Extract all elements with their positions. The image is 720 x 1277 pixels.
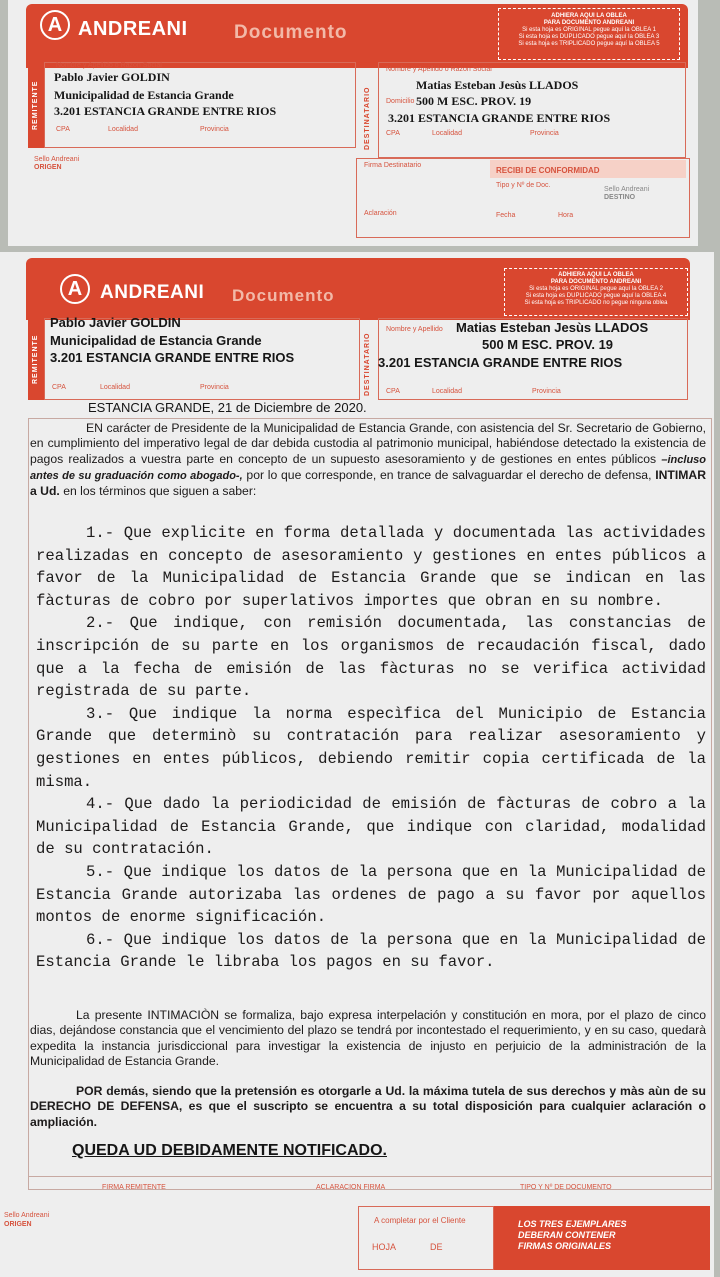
andreani-logo-icon: A <box>40 10 70 40</box>
recibi-conformidad-label: RECIBI DE CONFORMIDAD <box>496 166 600 175</box>
andreani-logo-icon: A <box>60 274 90 304</box>
list-item: 6.- Que indique los datos de la persona que en la Municipalidad de Estancia Grande le libraba los pagos en su favor. <box>36 930 706 972</box>
sello-destino-label: Sello Andreani <box>604 186 650 193</box>
completar-label: A completar por el Cliente <box>374 1216 466 1225</box>
localidad-label: Localidad <box>432 130 462 137</box>
list-item: 5.- Que indique los datos de la persona que en la Municipalidad de Estancia Grande autorizaba las ordenes de pago a su favor por aquellos montos de enorme significación. <box>36 862 706 927</box>
letter-intimacion <box>30 1008 706 1069</box>
intro-text: EN carácter de Presidente de la Municipalidad de Estancia Grande, con asistencia del Sr. Secretario de Gobierno, en cumplimiento del imperativo legal de dar debida custodia al patrimonio municipal, habiéndose detectado la existencia de pagos realizados a vuestra parte en concepto de un supuesto asesoramiento y de gestiones en entes públicos <box>30 421 706 466</box>
top-dest-name-label: Nombre y Apellido o Razon Social <box>386 66 492 73</box>
provincia-label: Provincia <box>200 126 229 133</box>
letter-date: ESTANCIA GRANDE, 21 de Diciembre de 2020. <box>88 400 367 415</box>
main-dest-address: 500 M ESC. PROV. 19 <box>482 337 614 352</box>
hora-label: Hora <box>558 212 574 219</box>
top-dest-name: Matias Esteban Jesùs LLADOS <box>416 78 579 92</box>
top-remitente-name: Pablo Javier GOLDIN <box>54 70 170 84</box>
provincia-label: Provincia <box>200 384 229 391</box>
oblea-line: ADHIERA AQUI LA OBLEA <box>558 272 634 278</box>
main-dest-city: 3.201 ESTANCIA GRANDE ENTRE RIOS <box>378 355 623 370</box>
top-doc-label: Documento <box>234 22 348 43</box>
top-remitente-address: Municipalidad de Estancia Grande <box>54 88 234 102</box>
main-form-header <box>26 258 690 320</box>
para7-a: La presente <box>76 1008 143 1022</box>
letter-items <box>36 522 706 974</box>
oblea-line: Si esta hoja es TRIPLICADO no pegue ninguna oblea <box>524 300 668 306</box>
cpa-label: CPA <box>386 130 400 137</box>
top-remitente-tab: REMITENTE <box>28 62 44 148</box>
oblea-line: PARA DOCUMENTO ANDREANI <box>550 279 642 285</box>
letter-closing: POR demás, siendo que la pretensión es otorgarle a Ud. la máxima tutela de sus derechos y màs aùn de su DERECHO DE DEFENSA, es que el suscripto se encuentra a su total disposición para cualquier aclaración o ampliación. <box>30 1084 706 1129</box>
main-dest-name: Matias Esteban Jesùs LLADOS <box>456 320 649 335</box>
top-form-header <box>26 4 688 68</box>
footer-sello-label: Sello Andreani <box>4 1212 50 1219</box>
domicilio-label: Domicilio <box>386 98 415 105</box>
main-brand: ANDREANI <box>100 282 205 303</box>
aclaracion-firma-label: ACLARACION FIRMA <box>316 1184 386 1191</box>
oblea-line: PARA DOCUMENTO ANDREANI <box>543 20 635 26</box>
top-origen-label: ORIGEN <box>34 164 62 171</box>
para7-c: se formaliza, bajo expresa interpelación y constitución en mora, por el plazo de cinco dias, dejándose constancia que el vencimiento del plazo se tendrá por incontestado el requerimiento, y en su caso, quedarà expedita la instancia jurisdiccional para investigar la existencia de injusto en perjuicio de la administración de la Municipalidad de Estancia Grande. <box>30 1008 707 1068</box>
intimar-text: INTIMAR a Ud. <box>30 467 707 499</box>
top-brand: ANDREANI <box>78 18 188 40</box>
localidad-label: Localidad <box>108 126 138 133</box>
firma-remitente-label: FIRMA REMITENTE <box>102 1184 166 1191</box>
tipo-documento-label: TIPO Y Nº DE DOCUMENTO <box>520 1184 612 1191</box>
main-remitente-tab: REMITENTE <box>28 318 44 400</box>
intro-italic: –incluso antes de su graduación como abogado-, <box>30 453 706 482</box>
top-dest-city: 3.201 ESTANCIA GRANDE ENTRE RIOS <box>388 111 611 125</box>
aclaracion-label: Aclaración <box>364 210 397 217</box>
destino-label: DESTINO <box>604 194 636 201</box>
firma-destinatario-label: Firma Destinatario <box>364 162 422 169</box>
localidad-label: Localidad <box>100 384 130 391</box>
oblea-line: ADHIERA AQUI LA OBLEA <box>551 13 627 19</box>
top-oblea-box <box>498 8 680 60</box>
top-name-label: Nombre y Apellido o Razon Social <box>56 62 162 69</box>
notice-line: DEBERAN CONTENER <box>518 1230 616 1240</box>
signature-line <box>28 1176 712 1177</box>
cpa-label: CPA <box>52 384 66 391</box>
top-sello-label: Sello Andreani <box>34 156 80 163</box>
oblea-line: Si esta hoja es ORIGINAL pegue aquí la OBLEA 2 <box>529 286 663 292</box>
top-destinatario-box <box>378 62 686 158</box>
para7-b: INTIMACIÒN <box>147 1008 220 1022</box>
main-doc-label: Documento <box>232 286 335 305</box>
oblea-line: Si esta hoja es DUPLICADO pegue aquí la OBLEA 4 <box>525 293 667 299</box>
oblea-line: Si esta hoja es DUPLICADO pegue aquí la OBLEA 3 <box>518 34 660 40</box>
list-item: 2.- Que indique, con remisión documentada, las constancias de inscripción de su parte en los organismos de recaudación fiscal, dado que a la fecha de emisión de las fàcturas no se verifica actividad registrada de su parte. <box>36 614 706 701</box>
footer-notice <box>518 1219 627 1252</box>
top-remitente-city: 3.201 ESTANCIA GRANDE ENTRE RIOS <box>54 104 277 118</box>
fecha-label: Fecha <box>496 212 516 219</box>
letter-intro <box>30 421 706 499</box>
main-remitente-city: 3.201 ESTANCIA GRANDE ENTRE RIOS <box>50 350 295 365</box>
intro-cont: por lo que corresponde, en trance de salvaguardar el derecho de defensa, <box>246 467 652 482</box>
main-dest-name-label: Nombre y Apellido <box>386 326 443 333</box>
localidad-label: Localidad <box>432 388 462 395</box>
cpa-label: CPA <box>56 126 70 133</box>
notified-line: QUEDA UD DEBIDAMENTE NOTIFICADO. <box>72 1142 387 1159</box>
main-destinatario-tab: DESTINATARIO <box>364 332 371 396</box>
notice-line: LOS TRES EJEMPLARES <box>518 1219 627 1229</box>
cpa-label: CPA <box>386 388 400 395</box>
provincia-label: Provincia <box>532 388 561 395</box>
tipo-doc-label: Tipo y Nº de Doc. <box>496 182 551 189</box>
list-item: 4.- Que dado la periodicidad de emisión de fàcturas de cobro a la Municipalidad de Estancia Grande, que indique con claridad, modalidad de su contratación. <box>36 795 706 859</box>
hoja-label: HOJA <box>372 1242 397 1252</box>
main-oblea-box <box>504 268 688 316</box>
notice-line: FIRMAS ORIGINALES <box>518 1241 612 1251</box>
main-remitente-address: Municipalidad de Estancia Grande <box>50 333 262 348</box>
oblea-line: Si esta hoja es ORIGINAL pegue aquí la OBLEA 1 <box>522 27 656 33</box>
provincia-label: Provincia <box>530 130 559 137</box>
oblea-line: Si esta hoja es TRIPLICADO pegue aquí la OBLEA 5 <box>518 41 660 47</box>
list-item: 1.- Que explicite en forma detallada y documentada las actividades realizadas en concepto de asesoramiento y gestiones en entes públicos a favor de la Municipalidad de Estancia Grande que se indican en las fàcturas de cobro por superlativos importes que obran en su nombre. <box>36 524 706 610</box>
main-remitente-name: Pablo Javier GOLDIN <box>50 315 181 330</box>
list-item: 3.- Que indique la norma especìfica del Municipio de Estancia Grande que determinò su contratación para realizar asesoramiento y gestiones en entes públicos, debiendo remitir copia certificada de la misma. <box>36 704 706 791</box>
footer-origen-label: ORIGEN <box>4 1221 32 1228</box>
top-destinatario-tab: DESTINATARIO <box>364 86 371 150</box>
intro-end: en los términos que siguen a saber: <box>63 484 257 499</box>
de-label: DE <box>430 1242 443 1252</box>
top-dest-address: 500 M ESC. PROV. 19 <box>416 94 532 108</box>
